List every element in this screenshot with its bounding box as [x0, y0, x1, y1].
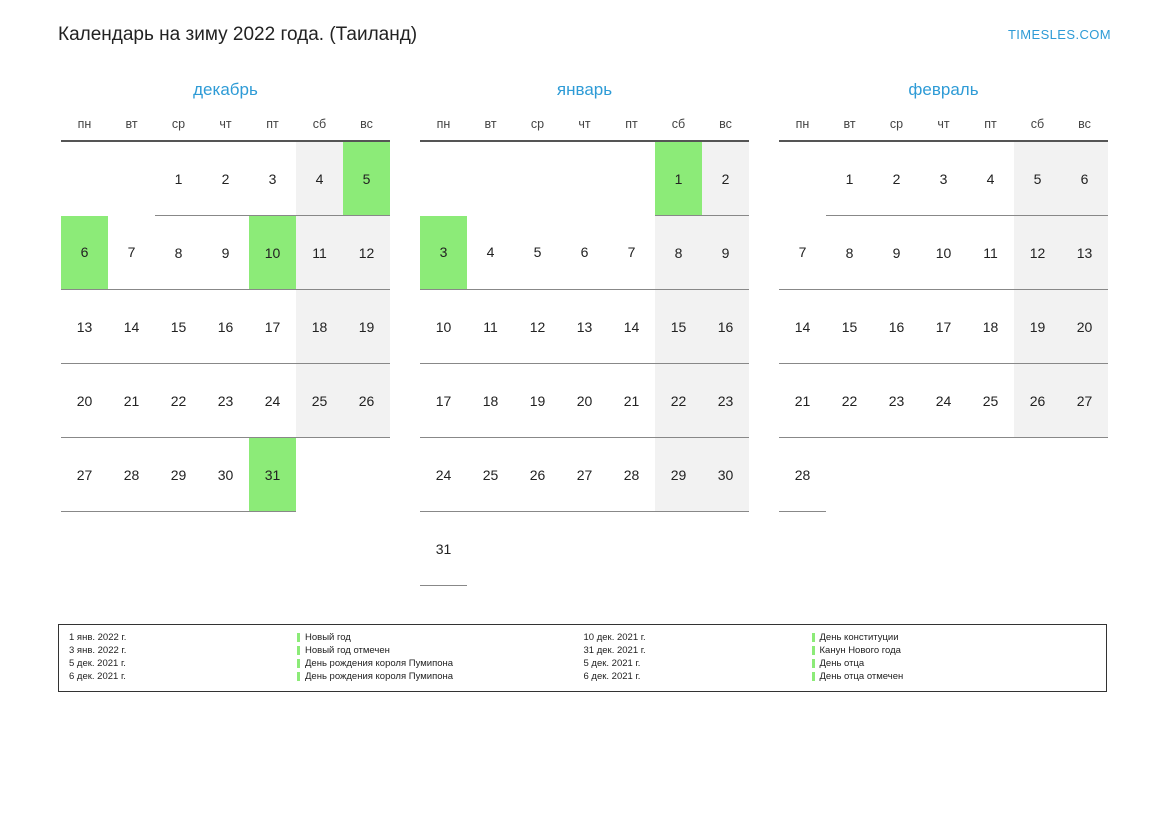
weekday-header: чт: [561, 116, 608, 141]
day-cell[interactable]: 16: [873, 290, 920, 364]
empty-day-cell: [561, 141, 608, 216]
day-cell[interactable]: 28: [779, 438, 826, 512]
weekday-header: сб: [296, 116, 343, 141]
weekday-header: ср: [155, 116, 202, 141]
legend-holiday-name: Новый год: [297, 631, 584, 644]
week-row: [61, 141, 390, 216]
empty-day-cell: [467, 512, 514, 586]
day-cell[interactable]: 13: [61, 290, 108, 364]
day-cell[interactable]: 14: [779, 290, 826, 364]
empty-day-cell: [343, 438, 390, 512]
weekend-day-cell[interactable]: 4: [296, 141, 343, 216]
day-cell[interactable]: 28: [108, 438, 155, 512]
day-cell[interactable]: 11: [967, 216, 1014, 290]
week-row: [779, 216, 1108, 290]
weekday-header: вт: [467, 116, 514, 141]
day-cell[interactable]: 1: [155, 141, 202, 216]
day-cell[interactable]: 17: [420, 364, 467, 438]
weekday-header: пт: [967, 116, 1014, 141]
weekend-day-cell[interactable]: 22: [655, 364, 702, 438]
weekday-header-row: [779, 116, 1108, 141]
weekday-header: ср: [873, 116, 920, 141]
legend-holiday-name: День отца: [812, 657, 1099, 670]
weekday-header: сб: [1014, 116, 1061, 141]
day-cell[interactable]: 4: [467, 216, 514, 290]
legend-column-right: [584, 631, 1099, 683]
day-cell[interactable]: 28: [608, 438, 655, 512]
empty-day-cell: [608, 512, 655, 586]
day-cell[interactable]: 21: [779, 364, 826, 438]
weekday-header: сб: [655, 116, 702, 141]
day-cell[interactable]: 2: [202, 141, 249, 216]
weekend-day-cell[interactable]: 5: [1014, 141, 1061, 216]
weekend-day-cell[interactable]: 25: [296, 364, 343, 438]
month-name: январь: [556, 80, 613, 99]
week-row: [779, 290, 1108, 364]
month-block: [776, 80, 1111, 586]
weekend-day-cell[interactable]: 29: [655, 438, 702, 512]
holiday-day-cell[interactable]: 6: [61, 216, 108, 290]
week-row: [779, 364, 1108, 438]
day-cell[interactable]: 27: [61, 438, 108, 512]
weekend-day-cell[interactable]: 11: [296, 216, 343, 290]
legend-holiday-name: День рождения короля Пумипона: [297, 670, 584, 683]
weekday-header: пн: [420, 116, 467, 141]
legend-date: 3 янв. 2022 г.: [69, 645, 127, 656]
weekend-day-cell[interactable]: 6: [1061, 141, 1108, 216]
empty-day-cell: [655, 512, 702, 586]
weekday-header: пн: [61, 116, 108, 141]
weekend-day-cell[interactable]: 12: [343, 216, 390, 290]
week-row: [61, 364, 390, 438]
week-row: [61, 216, 390, 290]
weekend-day-cell[interactable]: 19: [1014, 290, 1061, 364]
page-title: Календарь на зиму 2022 года. (Таиланд): [58, 24, 418, 45]
legend-date: 5 дек. 2021 г.: [69, 658, 126, 669]
page-header: [58, 20, 1111, 50]
empty-day-cell: [967, 438, 1014, 512]
week-row: [420, 438, 749, 512]
weekday-header: вт: [108, 116, 155, 141]
day-cell[interactable]: 10: [920, 216, 967, 290]
day-cell[interactable]: 22: [826, 364, 873, 438]
legend-holiday-name: День отца отмечен: [812, 670, 1099, 683]
weekday-header: чт: [202, 116, 249, 141]
empty-day-cell: [1014, 438, 1061, 512]
holiday-day-cell[interactable]: 10: [249, 216, 296, 290]
weekend-day-cell[interactable]: 23: [702, 364, 749, 438]
empty-day-cell: [920, 438, 967, 512]
legend-date: 6 дек. 2021 г.: [69, 671, 126, 682]
holiday-day-cell[interactable]: 5: [343, 141, 390, 216]
month-grid: [779, 116, 1108, 512]
day-cell[interactable]: 10: [420, 290, 467, 364]
day-cell[interactable]: 17: [249, 290, 296, 364]
empty-day-cell: [467, 141, 514, 216]
weekend-day-cell[interactable]: 2: [702, 141, 749, 216]
weekend-day-cell[interactable]: 9: [702, 216, 749, 290]
day-cell[interactable]: 12: [514, 290, 561, 364]
month-grid: [420, 116, 749, 586]
day-cell[interactable]: 20: [61, 364, 108, 438]
day-cell[interactable]: 25: [967, 364, 1014, 438]
day-cell[interactable]: 18: [467, 364, 514, 438]
empty-day-cell: [702, 512, 749, 586]
legend-right-dates: [584, 631, 812, 683]
weekend-day-cell[interactable]: 18: [296, 290, 343, 364]
week-row: [779, 438, 1108, 512]
day-cell[interactable]: 19: [514, 364, 561, 438]
day-cell[interactable]: 6: [561, 216, 608, 290]
weekday-header: пт: [608, 116, 655, 141]
day-cell[interactable]: 3: [249, 141, 296, 216]
weekday-header: вс: [343, 116, 390, 141]
day-cell[interactable]: 7: [608, 216, 655, 290]
weekend-day-cell[interactable]: 30: [702, 438, 749, 512]
week-row: [420, 216, 749, 290]
weekday-header: пн: [779, 116, 826, 141]
day-cell[interactable]: 14: [108, 290, 155, 364]
legend-date: 10 дек. 2021 г.: [583, 632, 646, 643]
weekend-day-cell[interactable]: 19: [343, 290, 390, 364]
weekday-header: вт: [826, 116, 873, 141]
day-cell[interactable]: 17: [920, 290, 967, 364]
weekday-header: чт: [920, 116, 967, 141]
legend-date: 6 дек. 2021 г.: [583, 671, 641, 682]
day-cell[interactable]: 14: [608, 290, 655, 364]
legend-holiday-name: День конституции: [812, 631, 1099, 644]
day-cell[interactable]: 23: [873, 364, 920, 438]
legend-column-left: [69, 631, 584, 683]
empty-day-cell: [561, 512, 608, 586]
empty-day-cell: [608, 141, 655, 216]
empty-day-cell: [108, 141, 155, 216]
day-cell[interactable]: 16: [202, 290, 249, 364]
day-cell[interactable]: 9: [202, 216, 249, 290]
day-cell[interactable]: 20: [561, 364, 608, 438]
weekend-day-cell[interactable]: 16: [702, 290, 749, 364]
day-cell[interactable]: 3: [920, 141, 967, 216]
day-cell[interactable]: 24: [420, 438, 467, 512]
empty-day-cell: [514, 512, 561, 586]
holiday-day-cell[interactable]: 31: [249, 438, 296, 512]
weekend-day-cell[interactable]: 27: [1061, 364, 1108, 438]
day-cell[interactable]: 7: [108, 216, 155, 290]
empty-day-cell: [826, 438, 873, 512]
legend-date: 1 янв. 2022 г.: [69, 632, 127, 643]
week-row: [61, 438, 390, 512]
day-cell[interactable]: 4: [967, 141, 1014, 216]
legend-holiday-name: Канун Нового года: [812, 644, 1099, 657]
month-name: декабрь: [193, 80, 258, 99]
empty-day-cell: [873, 438, 920, 512]
day-cell[interactable]: 25: [467, 438, 514, 512]
empty-day-cell: [61, 141, 108, 216]
weekend-day-cell[interactable]: 15: [655, 290, 702, 364]
legend-holiday-name: Новый год отмечен: [297, 644, 584, 657]
week-row: [420, 290, 749, 364]
day-cell[interactable]: 23: [202, 364, 249, 438]
day-cell[interactable]: 24: [920, 364, 967, 438]
empty-day-cell: [420, 141, 467, 216]
weekend-day-cell[interactable]: 26: [1014, 364, 1061, 438]
legend-date: 5 дек. 2021 г.: [583, 658, 641, 669]
day-cell[interactable]: 7: [779, 216, 826, 290]
brand-link[interactable]: TIMESLES.COM: [1007, 27, 1111, 42]
week-row: [420, 141, 749, 216]
day-cell[interactable]: 8: [155, 216, 202, 290]
day-cell[interactable]: 22: [155, 364, 202, 438]
month-name: февраль: [908, 80, 979, 99]
weekday-header: ср: [514, 116, 561, 141]
month-block: [58, 80, 393, 586]
holiday-legend: [58, 624, 1107, 692]
legend-right-names: [812, 631, 1099, 683]
day-cell[interactable]: 2: [873, 141, 920, 216]
empty-day-cell: [514, 141, 561, 216]
day-cell[interactable]: 8: [826, 216, 873, 290]
day-cell[interactable]: 5: [514, 216, 561, 290]
day-cell[interactable]: 1: [826, 141, 873, 216]
weekend-day-cell[interactable]: 20: [1061, 290, 1108, 364]
legend-left-dates: [69, 631, 297, 683]
empty-day-cell: [1061, 438, 1108, 512]
day-cell[interactable]: 15: [826, 290, 873, 364]
week-row: [420, 512, 749, 586]
week-row: [779, 141, 1108, 216]
day-cell[interactable]: 13: [561, 290, 608, 364]
day-cell[interactable]: 15: [155, 290, 202, 364]
day-cell[interactable]: 9: [873, 216, 920, 290]
day-cell[interactable]: 29: [155, 438, 202, 512]
holiday-day-cell[interactable]: 3: [420, 216, 467, 290]
holiday-day-cell[interactable]: 1: [655, 141, 702, 216]
month-block: [417, 80, 752, 586]
day-cell[interactable]: 27: [561, 438, 608, 512]
legend-holiday-name: День рождения короля Пумипона: [297, 657, 584, 670]
weekend-day-cell[interactable]: 26: [343, 364, 390, 438]
day-cell[interactable]: 31: [420, 512, 467, 586]
day-cell[interactable]: 21: [108, 364, 155, 438]
months-container: [58, 80, 1111, 586]
weekday-header: вс: [1061, 116, 1108, 141]
weekend-day-cell[interactable]: 12: [1014, 216, 1061, 290]
day-cell[interactable]: 11: [467, 290, 514, 364]
day-cell[interactable]: 18: [967, 290, 1014, 364]
weekend-day-cell[interactable]: 13: [1061, 216, 1108, 290]
week-row: [420, 364, 749, 438]
day-cell[interactable]: 24: [249, 364, 296, 438]
week-row: [61, 290, 390, 364]
weekend-day-cell[interactable]: 8: [655, 216, 702, 290]
weekday-header: пт: [249, 116, 296, 141]
day-cell[interactable]: 26: [514, 438, 561, 512]
weekday-header-row: [61, 116, 390, 141]
legend-date: 31 дек. 2021 г.: [583, 645, 646, 656]
legend-left-names: [297, 631, 584, 683]
empty-day-cell: [779, 141, 826, 216]
day-cell[interactable]: 30: [202, 438, 249, 512]
empty-day-cell: [296, 438, 343, 512]
weekday-header: вс: [702, 116, 749, 141]
day-cell[interactable]: 21: [608, 364, 655, 438]
month-grid: [61, 116, 390, 512]
weekday-header-row: [420, 116, 749, 141]
